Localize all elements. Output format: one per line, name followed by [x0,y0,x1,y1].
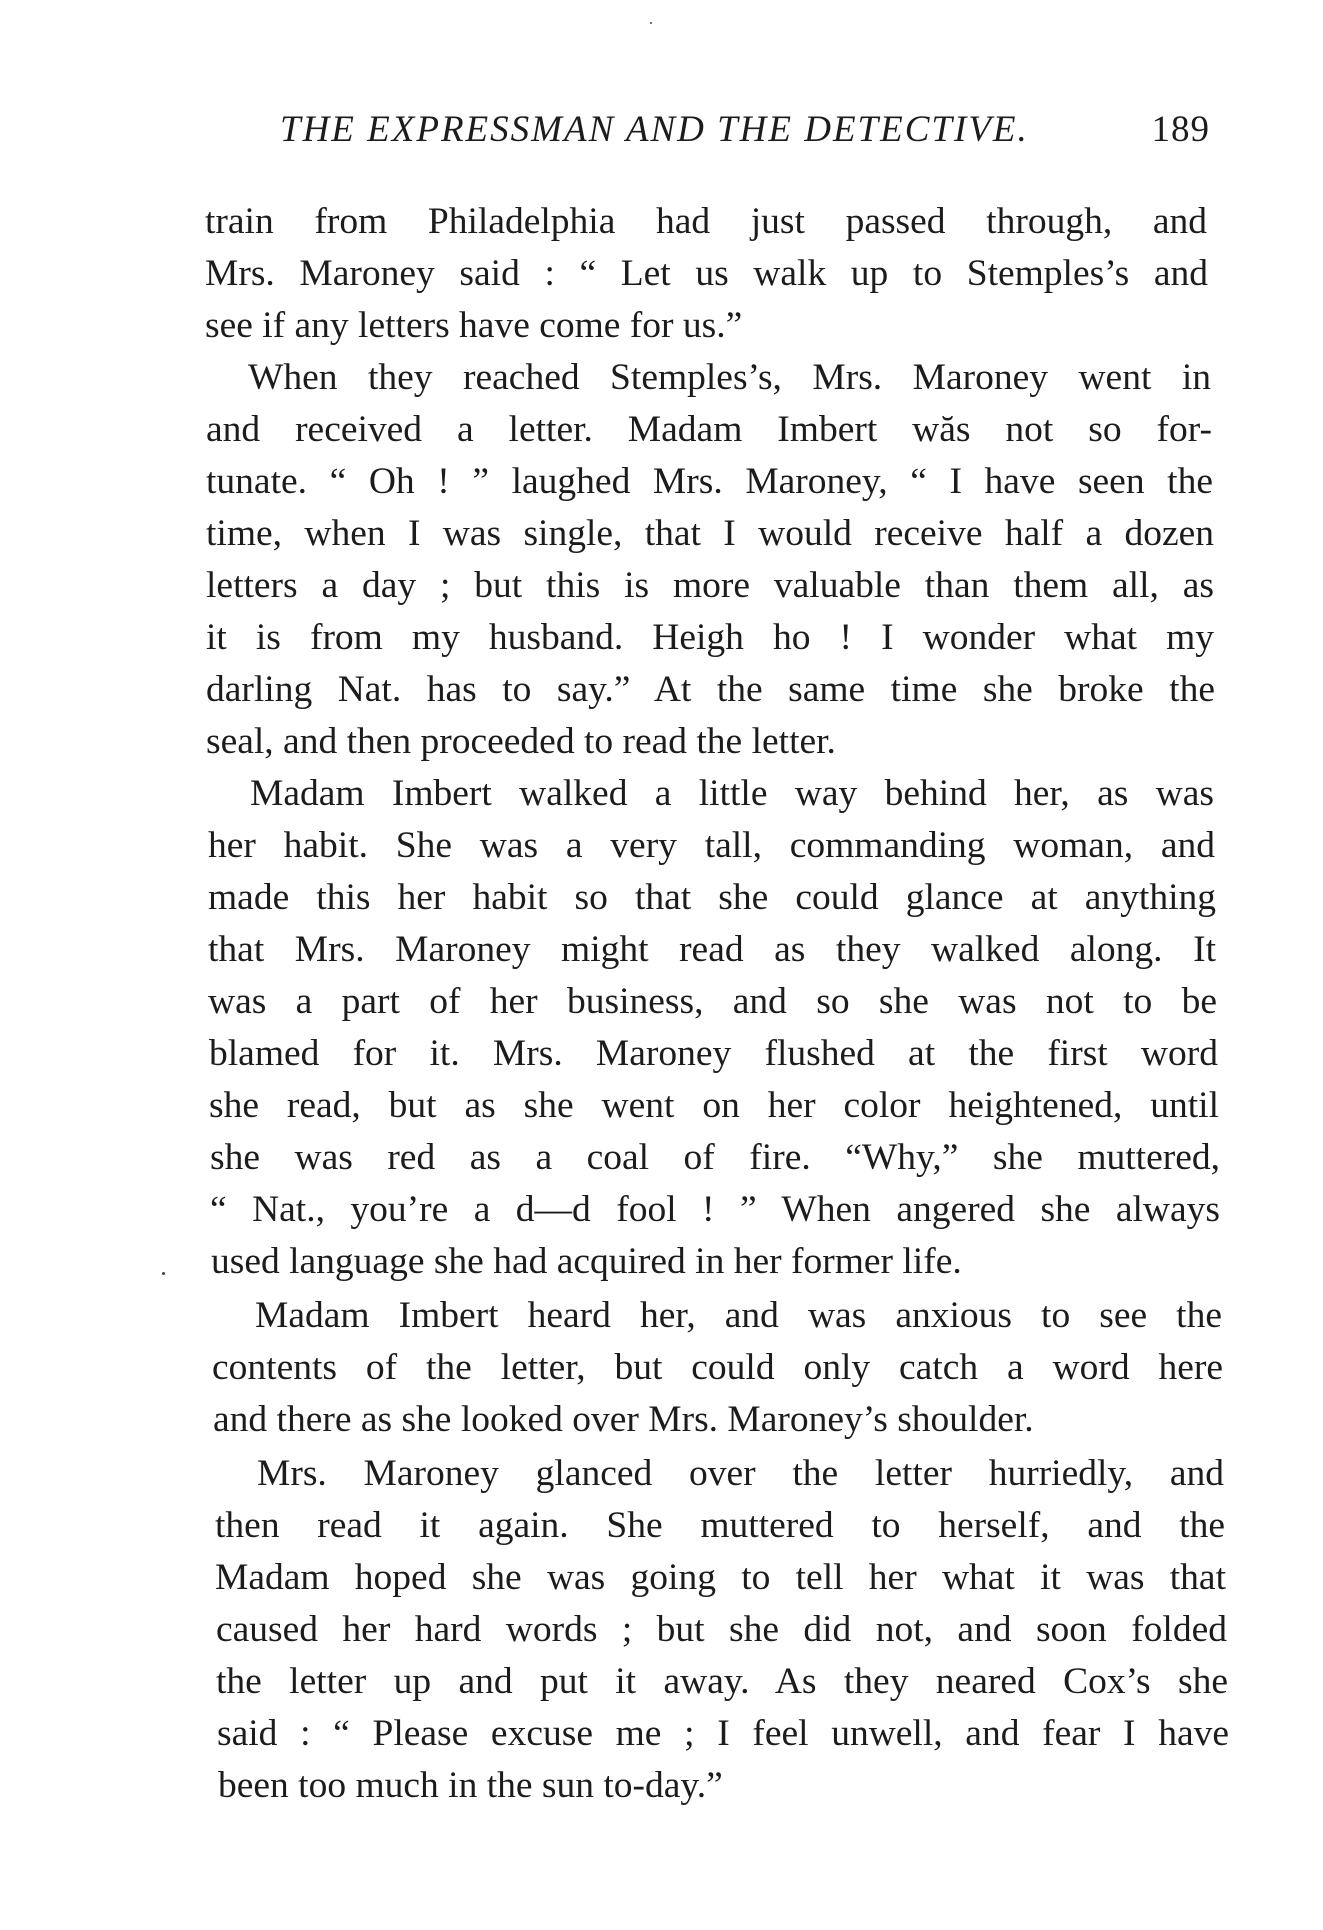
text-line: Mrs. Maroney glanced over the letter hurriedly, and [257,1453,1224,1494]
text-line: tunate. “ Oh ! ” laughed Mrs. Maroney, “ I have seen the [206,461,1213,502]
text-line: she read, but as she went on her color heightened, until [209,1085,1219,1126]
text-line: When they reached Stemples’s, Mrs. Maroney went in [248,357,1211,398]
text-line: Mrs. Maroney said : “ Let us walk up to Stemples’s and [205,253,1208,294]
text-line: seal, and then proceeded to read the letter. [206,721,836,762]
ink-speck [162,1272,165,1275]
text-line: letters a day ; but this is more valuable than them all, as [206,565,1214,606]
text-line: Madam Imbert walked a little way behind her, as was [250,773,1214,814]
text-line: her habit. She was a very tall, commanding woman, and [208,825,1215,866]
text-line: Madam hoped she was going to tell her what it was that [215,1557,1226,1598]
text-line: said : “ Please excuse me ; I feel unwell, and fear I have [217,1713,1229,1754]
text-line: “ Nat., you’re a d—d fool ! ” When angered she always [210,1189,1220,1230]
running-head-title: THE EXPRESSMAN AND THE DETECTIVE. [280,109,1029,150]
text-line: contents of the letter, but could only catch a word here [212,1347,1223,1388]
text-line: made this her habit so that she could glance at anything [208,877,1216,918]
text-line: see if any letters have come for us.” [205,305,743,346]
text-line: Madam Imbert heard her, and was anxious to see the [255,1295,1222,1336]
text-line: the letter up and put it away. As they neared Cox’s she [216,1661,1228,1702]
text-line: darling Nat. has to say.” At the same time she broke the [206,669,1215,710]
text-line: and there as she looked over Mrs. Maroney’s shoulder. [213,1399,1034,1440]
text-line: caused her hard words ; but she did not, and soon folded [216,1609,1227,1650]
text-line: she was red as a coal of fire. “Why,” she muttered, [210,1137,1220,1178]
text-line: train from Philadelphia had just passed through, and [205,201,1207,242]
text-line: then read it again. She muttered to herself, and the [215,1505,1225,1546]
page-number: 189 [1151,109,1210,150]
text-line: used language she had acquired in her former life. [211,1241,962,1282]
text-line: and received a letter. Madam Imbert wăs not so for- [206,409,1212,450]
text-line: blamed for it. Mrs. Maroney flushed at the first word [209,1033,1218,1074]
text-line: was a part of her business, and so she was not to be [208,981,1217,1022]
text-line: that Mrs. Maroney might read as they walked along. It [208,929,1216,970]
ink-speck [650,22,652,24]
text-line: been too much in the sun to-day.” [218,1765,723,1806]
text-line: time, when I was single, that I would receive half a dozen [206,513,1214,554]
running-head [280,108,1210,158]
text-line: it is from my husband. Heigh ho ! I wonder what my [206,617,1214,658]
